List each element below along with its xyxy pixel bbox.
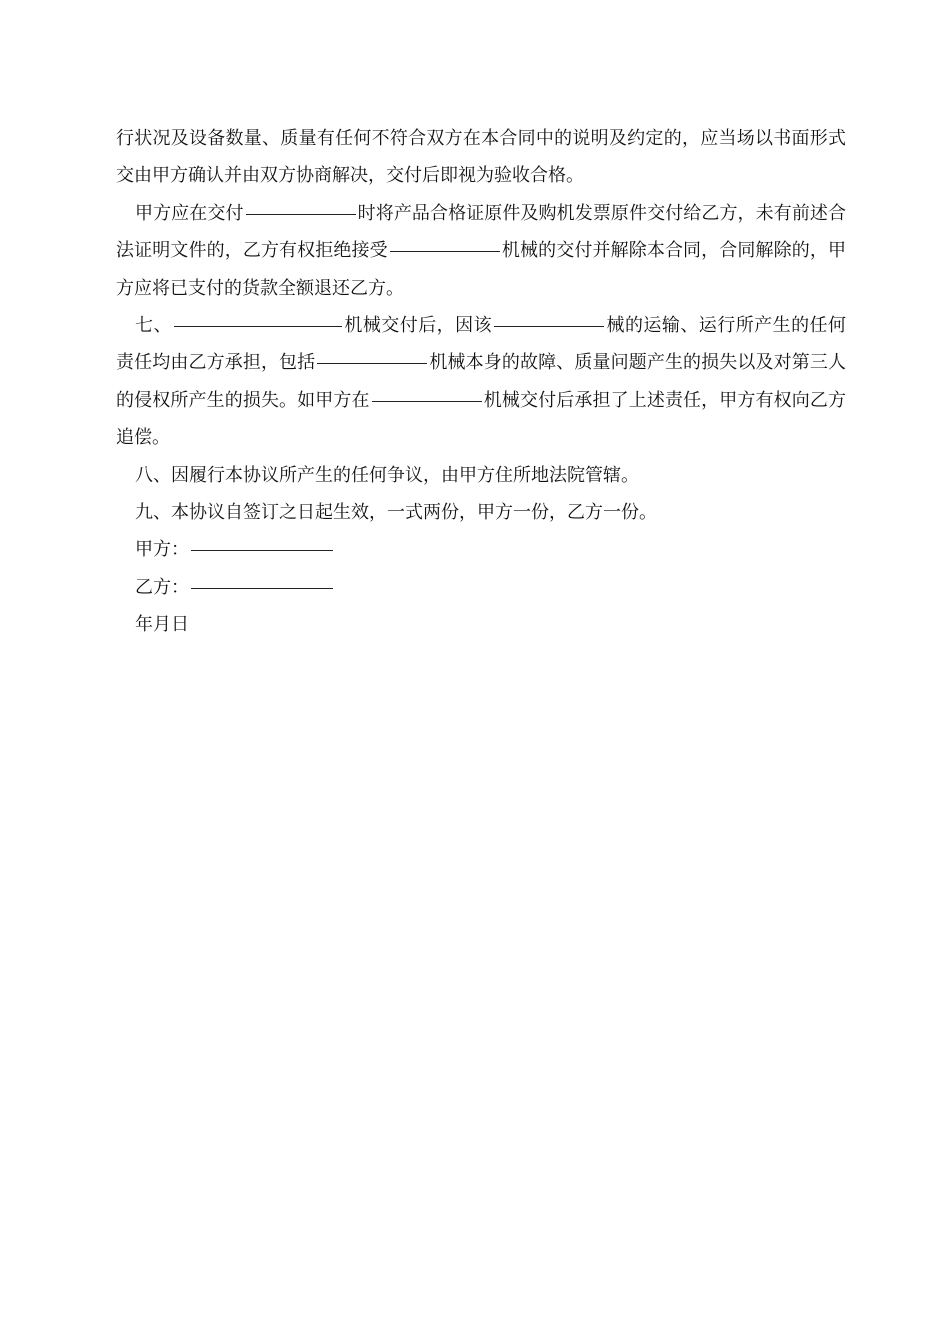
blank-line-machine-name [317, 362, 427, 364]
paragraph-clause-eight-text: 八、因履行本协议所产生的任何争议，由甲方住所地法院管辖。 [135, 464, 639, 486]
signature-party-a [116, 531, 846, 568]
paragraph-clause-eight [116, 457, 846, 494]
text-segment: 机械交付后承担了上述责任，甲方有权向乙方追偿。 [116, 389, 847, 449]
paragraph-clause-nine [116, 494, 846, 531]
text-segment: 甲方应在交付 [135, 202, 244, 224]
blank-line-party-b [191, 587, 333, 589]
text-segment: 机械本身的故障、质量问题产生的损失以及对第三人的侵权所产生的损失。如甲方在 [116, 352, 847, 411]
blank-line-party-a [191, 549, 333, 551]
blank-line-machine-name [174, 325, 342, 327]
text-segment: 时将产品合格证原件及购机发票原件交付给乙方，未有前述合法证明文件的，乙方有权拒绝接受 [116, 202, 846, 262]
party-a-label: 甲方： [135, 539, 189, 561]
paragraph-clause-seven [116, 307, 846, 457]
party-b-label: 乙方： [135, 576, 189, 598]
date-label: 年月日 [135, 614, 189, 636]
text-segment: 机械的交付并解除本合同，合同解除的，甲方应将已支付的货款全额退还乙方。 [116, 240, 846, 299]
blank-line-delivery-time [246, 213, 356, 215]
document-body [116, 120, 846, 644]
paragraph-clause-nine-text: 九、本协议自签订之日起生效，一式两份，甲方一份，乙方一份。 [135, 502, 657, 524]
blank-line-machine-name [494, 325, 604, 327]
text-segment: 机械交付后，因该 [343, 315, 493, 337]
paragraph-acceptance [116, 120, 846, 195]
text-segment: 七、 [135, 315, 172, 337]
text-segment: 械的运输、运行所产生的任何责任均由乙方承担，包括 [116, 315, 847, 374]
paragraph-certificate-delivery [116, 195, 846, 307]
signature-date [116, 606, 846, 643]
blank-line-machine-name [372, 400, 482, 402]
paragraph-acceptance-text: 行状况及设备数量、质量有任何不符合双方在本合同中的说明及约定的，应当场以书面形式交由甲方确认并由双方协商解决，交付后即视为验收合格。 [116, 128, 846, 187]
signature-party-b [116, 569, 846, 606]
blank-line-machine-name [390, 250, 500, 252]
